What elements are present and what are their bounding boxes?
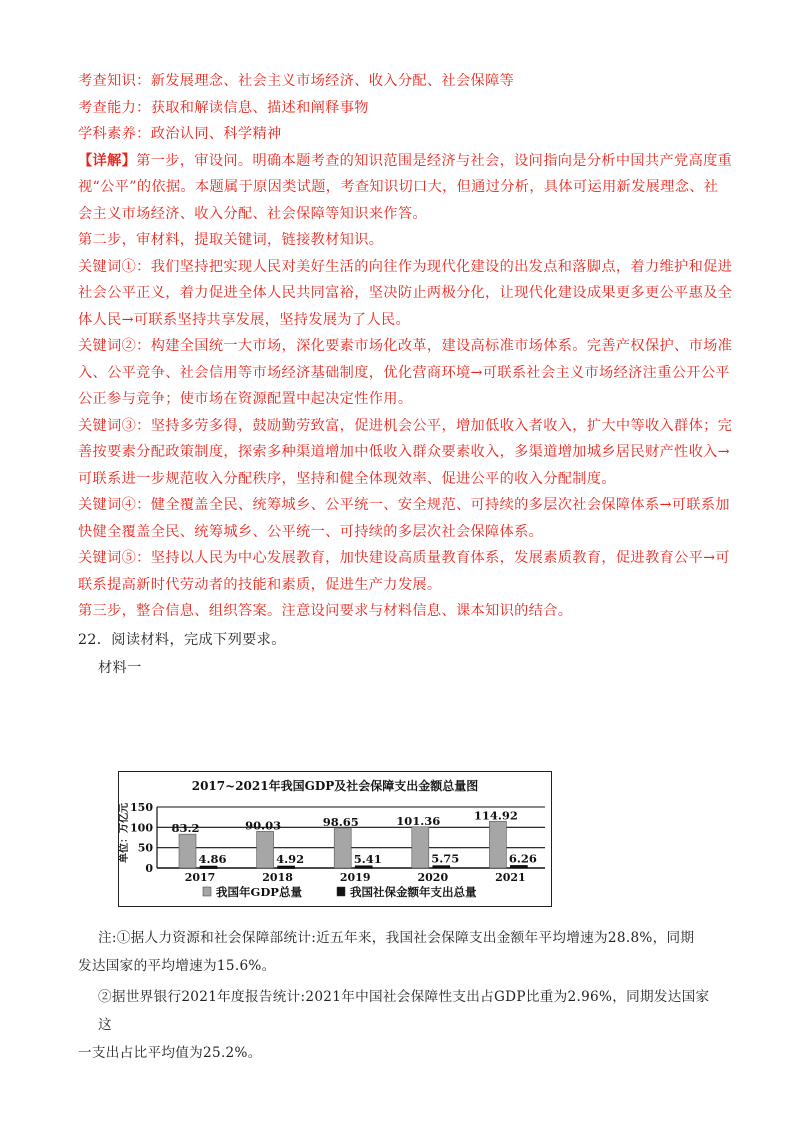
bar-data-label: 90.03 xyxy=(245,818,282,833)
keyword-line: 关键词③：坚持多劳多得，鼓励勤劳致富，促进机会公平，增加低收入者收入，扩大中等收入群体；完 xyxy=(78,417,733,434)
bar-gdp xyxy=(179,834,196,868)
note-2-line-1: ②据世界银行2021年度报告统计:2021年中国社会保障性支出占GDP比重为2.96%，同期发达国家这 xyxy=(98,989,710,1033)
detail-line-2: 视“公平”的依据。本题属于原因类试题，考查知识切口大，但通过分析，具体可运用新发展理念、社 xyxy=(78,179,719,195)
legend-label: 我国年GDP总量 xyxy=(216,885,302,899)
notes-section xyxy=(78,924,718,1067)
step2-line: 第二步，审材料，提取关键词，链接教材知识。 xyxy=(78,232,384,248)
keyword-line: 联系提高新时代劳动者的技能和素质，促进生产力发展。 xyxy=(78,576,442,593)
detail-line-1 xyxy=(78,148,733,175)
bar-social-security xyxy=(433,866,450,869)
keyword-line: 入、公平竞争、社会信用等市场经济基础制度，优化营商环境→可联系社会主义市场经济注重公开公平 xyxy=(78,364,730,381)
x-tick-label: 2021 xyxy=(495,871,526,884)
chart-x-ticks xyxy=(185,871,526,884)
y-tick-label: 150 xyxy=(130,801,153,814)
bar-data-label: 5.75 xyxy=(431,851,460,866)
literacy-label: 学科素养： xyxy=(78,126,151,142)
chart-title: 2017~2021年我国GDP及社会保障支出金额总量图 xyxy=(191,779,479,793)
chart-legend xyxy=(203,885,477,899)
keyword-line: 善按要素分配政策制度，探索多种渠道增加中低收入群众要素收入，多渠道增加城乡居民财产性收入→ xyxy=(78,444,730,460)
ability-text: 获取和解读信息、描述和阐释事物 xyxy=(150,99,369,116)
step3-line: 第三步，整合信息、组织答案。注意设问要求与材料信息、课本知识的结合。 xyxy=(78,603,573,619)
knowledge-text: 新发展理念、社会主义市场经济、收入分配、社会保障等 xyxy=(150,73,515,89)
knowledge-line xyxy=(78,68,726,95)
chart-y-ticks xyxy=(130,801,153,875)
note-2-line-2: 一支出占比平均值为25.2%。 xyxy=(78,1045,262,1061)
keyword-line: 关键词④：健全覆盖全民、统筹城乡、公平统一、安全规范、可持续的多层次社会保障体系→可联系加 xyxy=(78,497,730,513)
x-tick-label: 2020 xyxy=(417,871,449,884)
bar-data-label: 101.36 xyxy=(396,813,441,828)
x-tick-label: 2018 xyxy=(262,871,293,884)
legend-label: 我国社保金额年支出总量 xyxy=(350,885,477,899)
bar-data-label: 83.2 xyxy=(171,821,200,836)
gdp-social-security-chart xyxy=(119,772,551,906)
bar-gdp xyxy=(334,828,351,868)
legend-swatch xyxy=(337,887,345,896)
bar-social-security xyxy=(355,866,372,869)
y-tick-label: 50 xyxy=(137,841,153,855)
bar-data-label: 6.26 xyxy=(508,851,537,866)
bar-gdp xyxy=(412,827,429,868)
x-tick-label: 2019 xyxy=(339,871,371,884)
detail-tag: 【详解】 xyxy=(78,152,137,169)
bar-data-label: 114.92 xyxy=(473,808,518,823)
literacy-line xyxy=(78,121,726,148)
bar-data-label: 98.65 xyxy=(322,814,359,829)
bar-data-label: 4.86 xyxy=(198,852,227,867)
bar-social-security xyxy=(200,866,217,869)
legend-swatch xyxy=(203,887,211,896)
detail-line-3: 会主义市场经济、收入分配、社会保障等知识来作答。 xyxy=(78,205,427,222)
bar-social-security xyxy=(510,865,527,868)
x-tick-label: 2017 xyxy=(184,871,216,884)
literacy-text: 政治认同、科学精神 xyxy=(150,126,282,142)
keyword-line: 社会公平正义，着力促进全体人民共同富裕，坚决防止两极分化，让现代化建设成果更多更公平惠及全 xyxy=(78,285,733,301)
keyword-line: 可联系进一步规范收入分配秩序，坚持和健全体现效率、促进公平的收入分配制度。 xyxy=(78,470,616,487)
bar-data-label: 4.92 xyxy=(276,851,305,866)
bar-gdp xyxy=(489,821,506,868)
question-22-stem: 22．阅读材料，完成下列要求。 xyxy=(78,631,286,648)
chart-y-axis-label: 单位：万亿元 xyxy=(119,803,130,863)
knowledge-label: 考查知识： xyxy=(78,73,151,89)
note-1-line-2: 发达国家的平均增速为15.6%。 xyxy=(78,958,276,974)
detail-text: 第一步，审设问。明确本题考查的知识范围是经济与社会，设问指向是分析中国共产党高度重 xyxy=(136,152,733,169)
ability-label: 考查能力： xyxy=(78,99,151,116)
keyword-line: 关键词⑤：坚持以人民为中心发展教育，加快建设高质量教育体系，发展素质教育，促进教育公平→可 xyxy=(78,550,730,566)
keyword-line: 公正参与竞争；使市场在资源配置中起决定性作用。 xyxy=(78,391,413,407)
keyword-line: 关键词②：构建全国统一大市场，深化要素市场化改革，建设高标准市场体系。完善产权保护、市场准 xyxy=(78,338,733,354)
keyword-line: 关键词①：我们坚持把实现人民对美好生活的向往作为现代化建设的出发点和落脚点，着力维护和促进 xyxy=(78,258,733,275)
note-1-line-1: 注:①据人力资源和社会保障部统计:近五年来，我国社会保障支出金额年平均增速为28.8%，同期 xyxy=(98,930,695,946)
analysis-section xyxy=(78,68,733,682)
bar-social-security xyxy=(278,866,295,869)
keyword-line: 快健全覆盖全民、统筹城乡、公平统一、可持续的多层次社会保障体系。 xyxy=(78,523,544,540)
bar-data-label: 5.41 xyxy=(353,851,382,866)
ability-line xyxy=(78,95,726,122)
keyword-line: 体人民→可联系坚持共享发展，坚持发展为了人民。 xyxy=(78,311,411,328)
y-tick-label: 0 xyxy=(145,862,153,875)
material-label: 材料一 xyxy=(98,660,142,676)
chart-bars xyxy=(171,808,536,868)
chart-frame xyxy=(118,771,552,907)
y-tick-label: 100 xyxy=(130,821,153,835)
bar-gdp xyxy=(257,831,274,868)
